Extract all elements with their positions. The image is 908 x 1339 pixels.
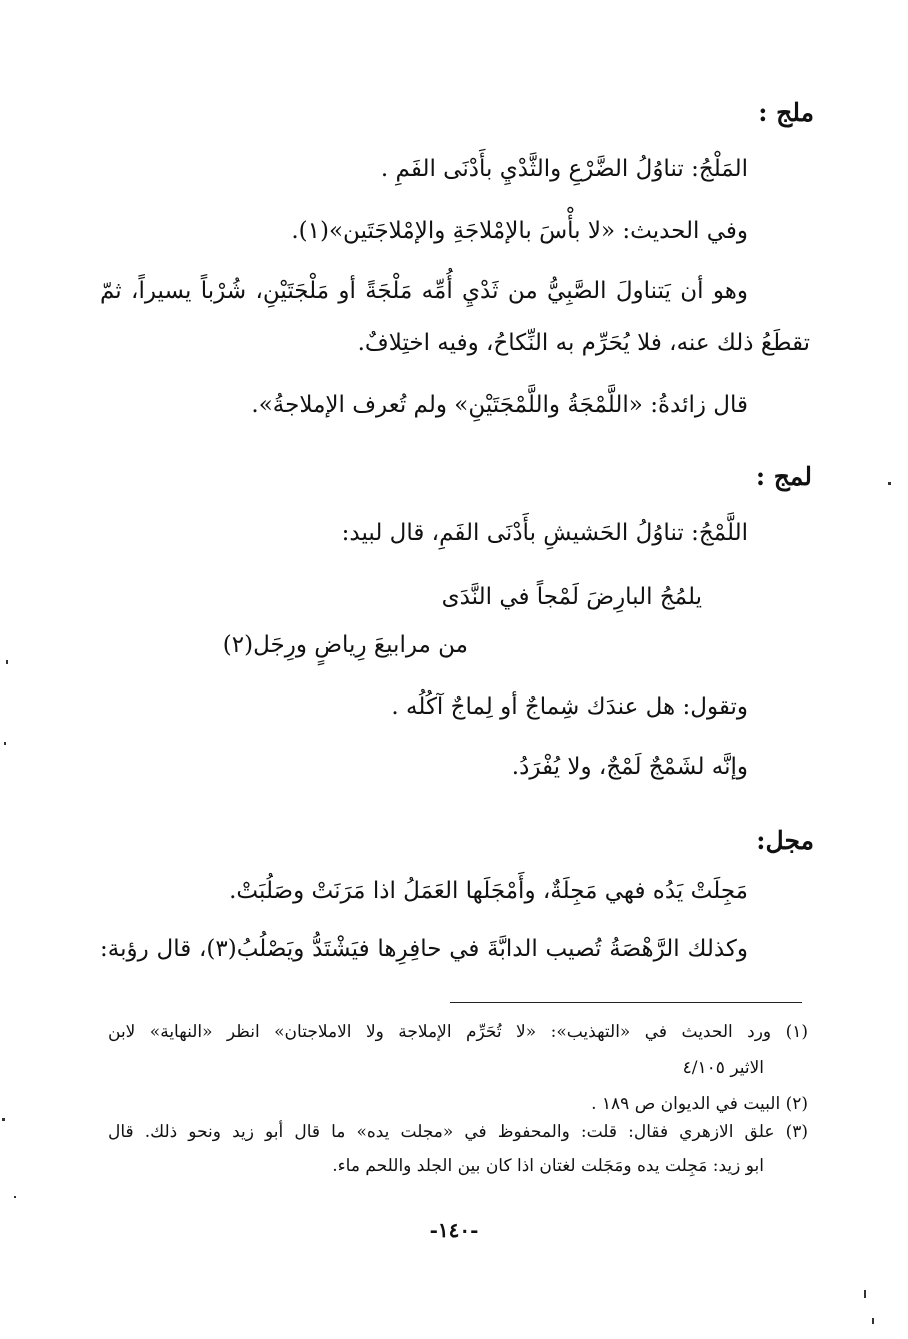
footnote-continuation: ابو زيد: مَجِلت يده ومَجَلت لغتان اذا كان بين الجلد واللحم ماء.: [332, 1156, 764, 1176]
footnote: (٣) علق الازهري فقال: قلت: والمحفوظ في «مجلت يده» ما قال أبو زيد ونحو ذلك. قال: [108, 1122, 808, 1142]
footnote-continuation: الاثير ٤/١٠٥: [682, 1058, 764, 1078]
entry-line: تقطَعُ ذلك عنه، فلا يُحَرِّم به النِّكاحُ، وفيه اختِلافٌ.: [357, 330, 810, 356]
entry-line: وتقول: هل عندَك شِماجٌ أو لِماجٌ آكُلُه .: [391, 694, 748, 720]
entry-heading-mlj: ملج :: [758, 98, 814, 127]
verse-line: يلمُجُ البارِضَ لَمْجاً في النَّدَى: [441, 584, 702, 610]
entry-heading-lmj: لمج :: [755, 462, 812, 491]
footnote-separator: [450, 1002, 802, 1003]
entry-line: قال زائدةُ: «اللَّمْجَةُ واللَّمْجَتَيْنِ» ولم تُعرف الإملاجةُ».: [251, 392, 748, 418]
footnote: (٢) البيت في الديوان ص ١٨٩ .: [591, 1094, 808, 1114]
footnote: (١) ورد الحديث في «التهذيب»: «لا تُحَرِّم الإملاجة ولا الاملاجتان» انظر «النهاية» لابن: [108, 1022, 808, 1042]
entry-line: وفي الحديث: «لا بأْسَ بالإمْلاجَةِ والإمْلاجَتَين»(١).: [291, 218, 748, 244]
entry-line: وهو أن يَتناولَ الصَّبِيُّ من ثَدْيِ أُمِّه مَلْجَةً أو مَلْجَتَيْنِ، شُرْباً يسيراً، ثمّ: [100, 278, 748, 304]
entry-line: مَجِلَتْ يَدُه فهي مَجِلَةٌ، وأَمْجَلَها العَمَلُ اذا مَرَنَتْ وصَلُبَتْ.: [229, 878, 748, 904]
verse-line: من مرابيعَ رِياضٍ ورِجَل(٢): [222, 632, 468, 658]
entry-heading-mjl: مجل:: [756, 826, 814, 855]
entry-line: اللَّمْجُ: تناوُلُ الحَشيشِ بأَدْنَى الفَمِ، قال لبيد:: [341, 520, 748, 546]
entry-line: المَلْجُ: تناوُلُ الضَّرْعِ والثَّدْيِ بأَدْنَى الفَمِ .: [380, 156, 748, 182]
entry-line: وكذلك الرَّهْصَةُ تُصيب الدابَّةَ في حافِرِها فيَشْتَدُّ ويَصْلُبُ(٣)، قال رؤبة:: [100, 936, 748, 962]
page-number: -١٤٠-: [429, 1218, 479, 1242]
entry-line: وإنَّه لشَمْجٌ لَمْجٌ، ولا يُفْرَدُ.: [511, 754, 748, 780]
